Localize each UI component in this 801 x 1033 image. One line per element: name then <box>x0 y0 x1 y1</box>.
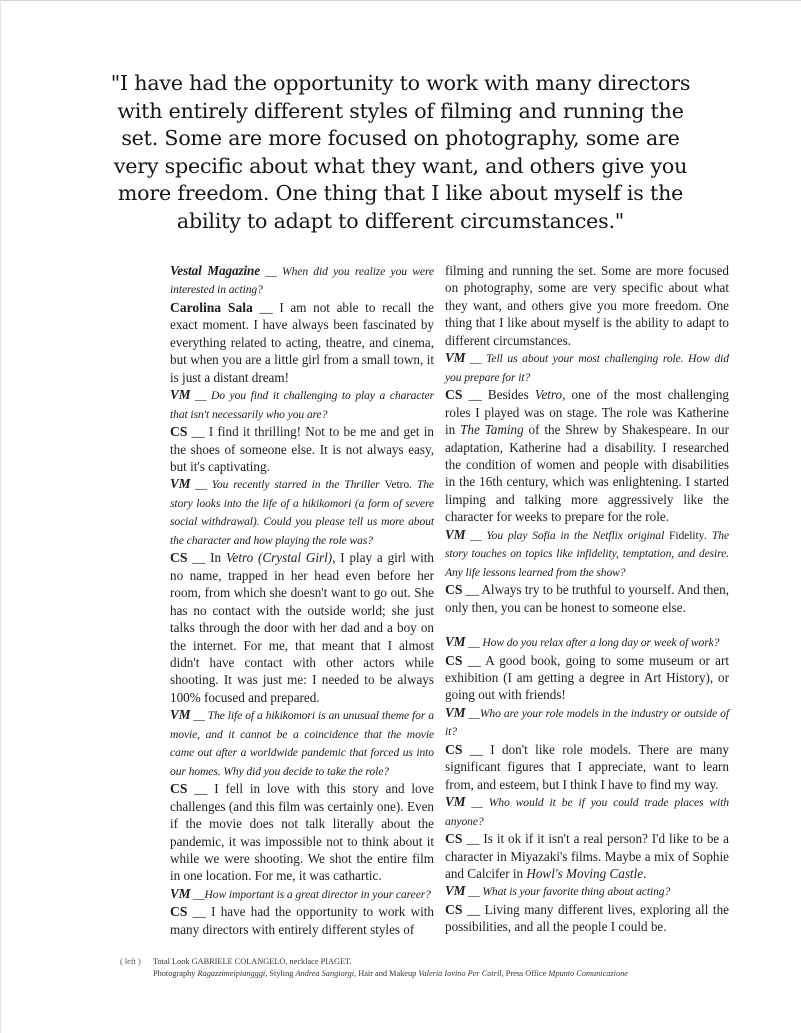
speaker-label: CS <box>445 387 463 403</box>
answer-text: filming and running the set. Some are more focused on photography, some are very specific about what they want, and others give you more freedom. One thing that I like about myself is the ability to adapt to different circumstances. <box>445 263 729 348</box>
separator: __ <box>190 478 212 492</box>
question-text: Do you find it challenging to play a character that isn't necessarily who you are? <box>170 389 435 421</box>
question-text: . The story looks into the life of a hikikomori (a form of severe social withdrawal). Could you please tell us more about the character and how playing the role was? <box>170 478 434 547</box>
credits-text: , Press Office <box>501 968 549 978</box>
speaker-label: CS <box>445 831 463 847</box>
interview-column-left <box>170 262 434 938</box>
separator: __ <box>465 885 483 899</box>
speaker-label: CS <box>170 781 188 797</box>
credits-line-2 <box>120 968 720 980</box>
separator: __ <box>187 904 212 920</box>
credits-text: , Styling <box>265 968 296 978</box>
answer <box>170 903 434 938</box>
credits-text: , Hair and Makeup <box>354 968 419 978</box>
speaker-label: VM <box>170 885 191 901</box>
question <box>445 349 729 386</box>
answer-text: A good book, going to some museum or art exhibition (I am getting a degree in Art History), or going out with friends! <box>445 652 729 703</box>
speaker-label: VM <box>170 707 191 723</box>
separator: __ <box>252 299 280 315</box>
film-title: Howl's Moving Castle <box>526 865 644 881</box>
speaker-label: VM <box>445 883 466 899</box>
speaker-label: VM <box>445 350 466 366</box>
question-text: . The story touches on topics like infidelity, temptation, and desire. Any life lessons learned from the show? <box>445 528 729 579</box>
answer <box>170 423 434 475</box>
separator: __ <box>465 528 487 542</box>
question <box>445 793 729 830</box>
answer <box>445 901 729 936</box>
credits-hair-makeup: Valeria Iovino Per Cotril <box>418 968 502 978</box>
page-top-edge <box>0 0 801 1</box>
answer <box>445 652 729 704</box>
speaker-label: CS <box>445 582 463 598</box>
answer-text: I find it thrilling! Not to be me and get in the shoes of someone else. It is not always easy, but it's captivating. <box>170 424 434 474</box>
speaker-label: CS <box>170 904 188 920</box>
question <box>445 526 729 581</box>
question-text: Who are your role models in the industry or outside of it? <box>445 706 729 739</box>
answer-text: I am not able to recall the exact moment. I have always been fascinated by everything related to acting, theatre, and cinema, but when you are a little girl from a small town, it is just a distant dream! <box>170 299 434 385</box>
question <box>170 475 434 549</box>
separator: __ <box>462 831 484 847</box>
speaker-label: CS <box>445 901 463 917</box>
show-title: Fidelity <box>669 528 705 542</box>
question <box>445 882 729 900</box>
answer-text: I don't like role models. There are many significant figures that I appreciate, want to learn from, and esteem, but I think I have to find my way. <box>445 741 729 792</box>
separator: __ <box>462 652 486 668</box>
play-title: The Taming <box>460 422 524 438</box>
film-title: Vetro <box>384 478 410 492</box>
separator: __ <box>465 352 487 366</box>
separator: __ <box>462 582 482 598</box>
speaker-label: VM <box>170 476 191 492</box>
answer-text: Living many different lives, exploring all the possibilities, and all the people I could be. <box>445 901 729 935</box>
answer-text: I fell in love with this story and love challenges (and this film was certainly one). Even if the movie does not talk literally about the pandemic, it was impossible not to think about it while we were shooting. We shot the entire film in one location. For me, it was cathartic. <box>170 781 434 884</box>
question <box>170 706 434 780</box>
question <box>170 262 434 299</box>
speaker-label: VM <box>445 526 466 542</box>
answer <box>445 830 729 882</box>
separator: __ <box>187 781 215 797</box>
separator: __ <box>190 709 208 723</box>
separator: __ <box>462 741 491 757</box>
answer <box>445 386 729 526</box>
speaker-label: VM <box>445 704 466 720</box>
answer-text: Besides <box>487 387 535 403</box>
film-title: Vetro (Crystal Girl) <box>225 550 333 566</box>
question <box>170 885 434 903</box>
separator: __ <box>260 265 283 278</box>
question <box>445 704 729 741</box>
question-text: What is your favorite thing about acting? <box>482 885 671 899</box>
answer <box>170 299 434 386</box>
answer-text: , one of the most challenging roles I played was on stage. The role was Katherine in <box>445 387 729 438</box>
separator: __ <box>190 887 205 901</box>
answer <box>170 549 434 706</box>
separator: __ <box>462 387 488 403</box>
speaker-label: CS <box>445 741 463 757</box>
speaker-label: CS <box>170 550 188 566</box>
separator: __ <box>187 550 211 566</box>
page-left-edge <box>0 0 1 1033</box>
credits-stylist: Andrea Sangiorgi <box>295 968 355 978</box>
question-text: Tell us about your most challenging role. How did you prepare for it? <box>445 352 729 384</box>
credits-photographer: Ragazzimeipiangggi <box>197 968 266 978</box>
question-text: How do you relax after a long day or week of work? <box>482 636 720 650</box>
answer-text: of the Shrew by Shakespeare. In our adaptation, Katherine had a disability. I researched the condition of women and people with disabilities in the 16th century, which was enlightening. I started limping and talking more aggressively like the character for weeks to prepare for the role. <box>445 422 729 525</box>
separator: __ <box>462 901 485 917</box>
separator: __ <box>190 389 211 403</box>
credits-position-label: ( left ) <box>120 957 141 966</box>
answer <box>170 780 434 885</box>
credits-press-office: Mpunto Comunicazione <box>548 968 628 978</box>
interview-column-right <box>445 262 729 936</box>
speaker-label: VM <box>445 634 466 650</box>
question-text: The life of a hikikomori is an unusual theme for a movie, and it cannot be a coincidence that the movie came out after a worldwide pandemic that forced us into our homes. Why did you decide to take the role? <box>170 709 434 778</box>
answer-text: In <box>210 550 226 566</box>
separator: __ <box>465 706 480 720</box>
speaker-label: Vestal Magazine <box>170 263 261 278</box>
speaker-label: Carolina Sala <box>170 299 253 315</box>
film-title: Vetro <box>534 387 563 403</box>
question <box>445 633 729 651</box>
separator: __ <box>465 636 483 650</box>
speaker-label: CS <box>170 424 188 440</box>
answer-continued <box>445 262 729 349</box>
answer-text: , I play a girl with no name, trapped in her head even before her room, from which she doesn't want to go out. She has no contact with the outside world; she just talks through the door with her dad and a boy on the internet. For me, that meant that I almost didn't have contact with other actors while shooting. It was just me: I needed to be always 100% focused and prepared. <box>170 550 434 705</box>
answer-text: . <box>643 865 647 881</box>
credits-look: Total Look GABRIELE COLANGELO, necklace PIAGET. <box>153 957 352 966</box>
speaker-label: CS <box>445 652 463 668</box>
separator: __ <box>187 424 209 440</box>
pull-quote: "I have had the opportunity to work with many directors with entirely different styles of filming and running the set. Some are more focused on photography, some are very specific about what they want, and others give you more freedom. One thing that I like about myself is the ability to adapt to different circumstances." <box>110 71 691 233</box>
answer <box>445 581 729 616</box>
credits-text: Photography <box>153 968 198 978</box>
question-text: When did you realize you were interested in acting? <box>170 265 435 297</box>
answer-text: Is it ok if it isn't a real person? I'd like to be a character in Miyazaki's films. Maybe a mix of Sophie and Calcifer in <box>445 831 730 881</box>
answer-text: I have had the opportunity to work with many directors with entirely different styles of <box>170 904 434 937</box>
question-text: You play Sofia in the Netflix original <box>486 528 670 542</box>
speaker-label: VM <box>170 387 191 403</box>
photo-credits <box>120 956 720 979</box>
answer-text: Always try to be truthful to yourself. And then, only then, you can be honest to someone else. <box>445 582 729 615</box>
question-text: You recently starred in the Thriller <box>211 478 385 492</box>
speaker-label: VM <box>445 794 466 810</box>
credits-line-1 <box>120 956 720 968</box>
separator: __ <box>465 796 489 810</box>
paragraph-gap <box>445 616 729 633</box>
question <box>170 386 434 423</box>
question-text: How important is a great director in your career? <box>204 887 431 901</box>
question-text: Who would it be if you could trade places with anyone? <box>445 796 729 828</box>
answer <box>445 741 729 793</box>
